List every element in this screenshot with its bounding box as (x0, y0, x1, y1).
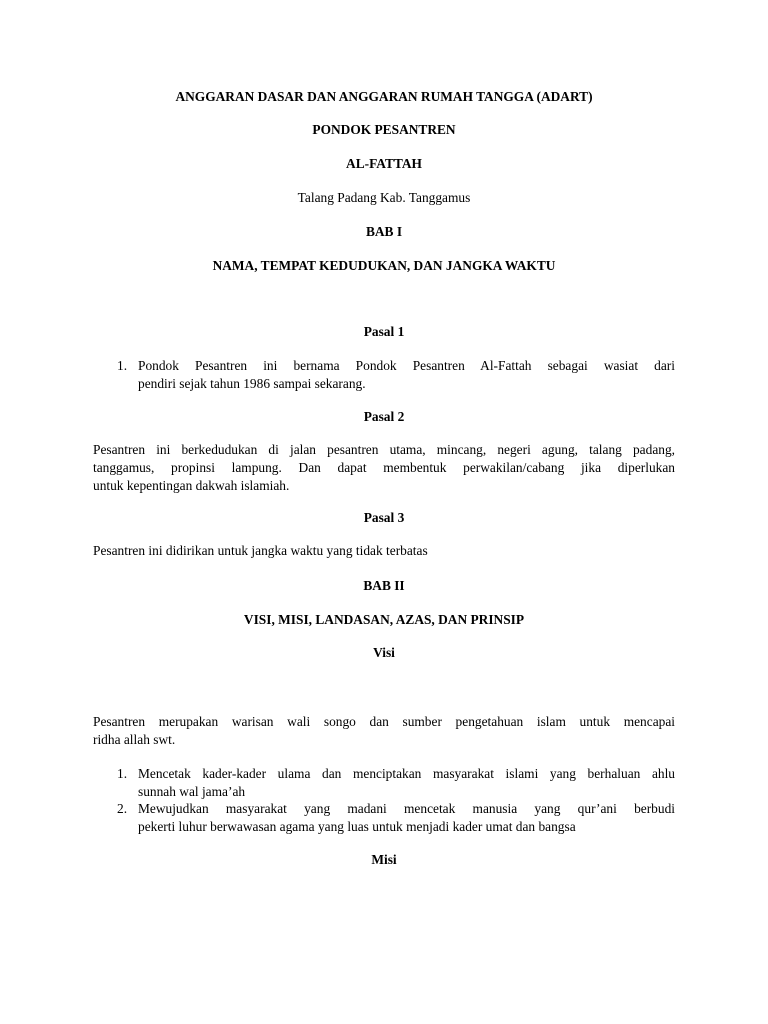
pasal2-line: tanggamus, propinsi lampung. Dan dapat membentuk perwakilan/cabang jika diperlukan (93, 460, 675, 475)
visi-line: ridha allah swt. (93, 732, 176, 747)
list-text-line: pekerti luhur berwawasan agama yang luas untuk menjadi kader umat dan bangsa (138, 819, 576, 834)
institution-location: Talang Padang Kab. Tanggamus (297, 190, 471, 205)
misi-heading: Misi (371, 852, 397, 867)
list-text-line: Pondok Pesantren ini bernama Pondok Pesantren Al-Fattah sebagai wasiat dari (138, 358, 675, 373)
institution-name: AL-FATTAH (346, 156, 422, 171)
bab1-subheading: NAMA, TEMPAT KEDUDUKAN, DAN JANGKA WAKTU (212, 258, 556, 273)
pasal1-heading: Pasal 1 (363, 324, 405, 339)
list-text-line: Mewujudkan masyarakat yang madani mencetak manusia yang qur’ani berbudi (138, 801, 675, 816)
bab2-subheading: VISI, MISI, LANDASAN, AZAS, DAN PRINSIP (243, 612, 525, 627)
pasal2-line: Pesantren ini berkedudukan di jalan pesantren utama, mincang, negeri agung, talang padang, (93, 442, 675, 457)
list-text-line: Mencetak kader-kader ulama dan menciptakan masyarakat islami yang berhaluan ahlu (138, 766, 675, 781)
pasal3-text: Pesantren ini didirikan untuk jangka waktu yang tidak terbatas (93, 543, 428, 558)
document-page (93, 0, 675, 1024)
list-number: 2. (117, 801, 128, 816)
pasal3-heading: Pasal 3 (363, 510, 405, 525)
document-title: ANGGARAN DASAR DAN ANGGARAN RUMAH TANGGA (ADART) (175, 89, 593, 104)
list-number: 1. (117, 766, 128, 781)
bab2-heading: BAB II (363, 578, 405, 593)
list-text-line: sunnah wal jama’ah (138, 784, 246, 799)
visi-line: Pesantren merupakan warisan wali songo dan sumber pengetahuan islam untuk mencapai (93, 714, 675, 729)
list-text-line: pendiri sejak tahun 1986 sampai sekarang. (138, 376, 366, 391)
visi-heading: Visi (373, 645, 395, 660)
institution-type: PONDOK PESANTREN (312, 122, 456, 137)
pasal2-line: untuk kepentingan dakwah islamiah. (93, 478, 290, 493)
bab1-heading: BAB I (365, 224, 403, 239)
list-number: 1. (117, 358, 128, 373)
pasal2-heading: Pasal 2 (363, 409, 405, 424)
